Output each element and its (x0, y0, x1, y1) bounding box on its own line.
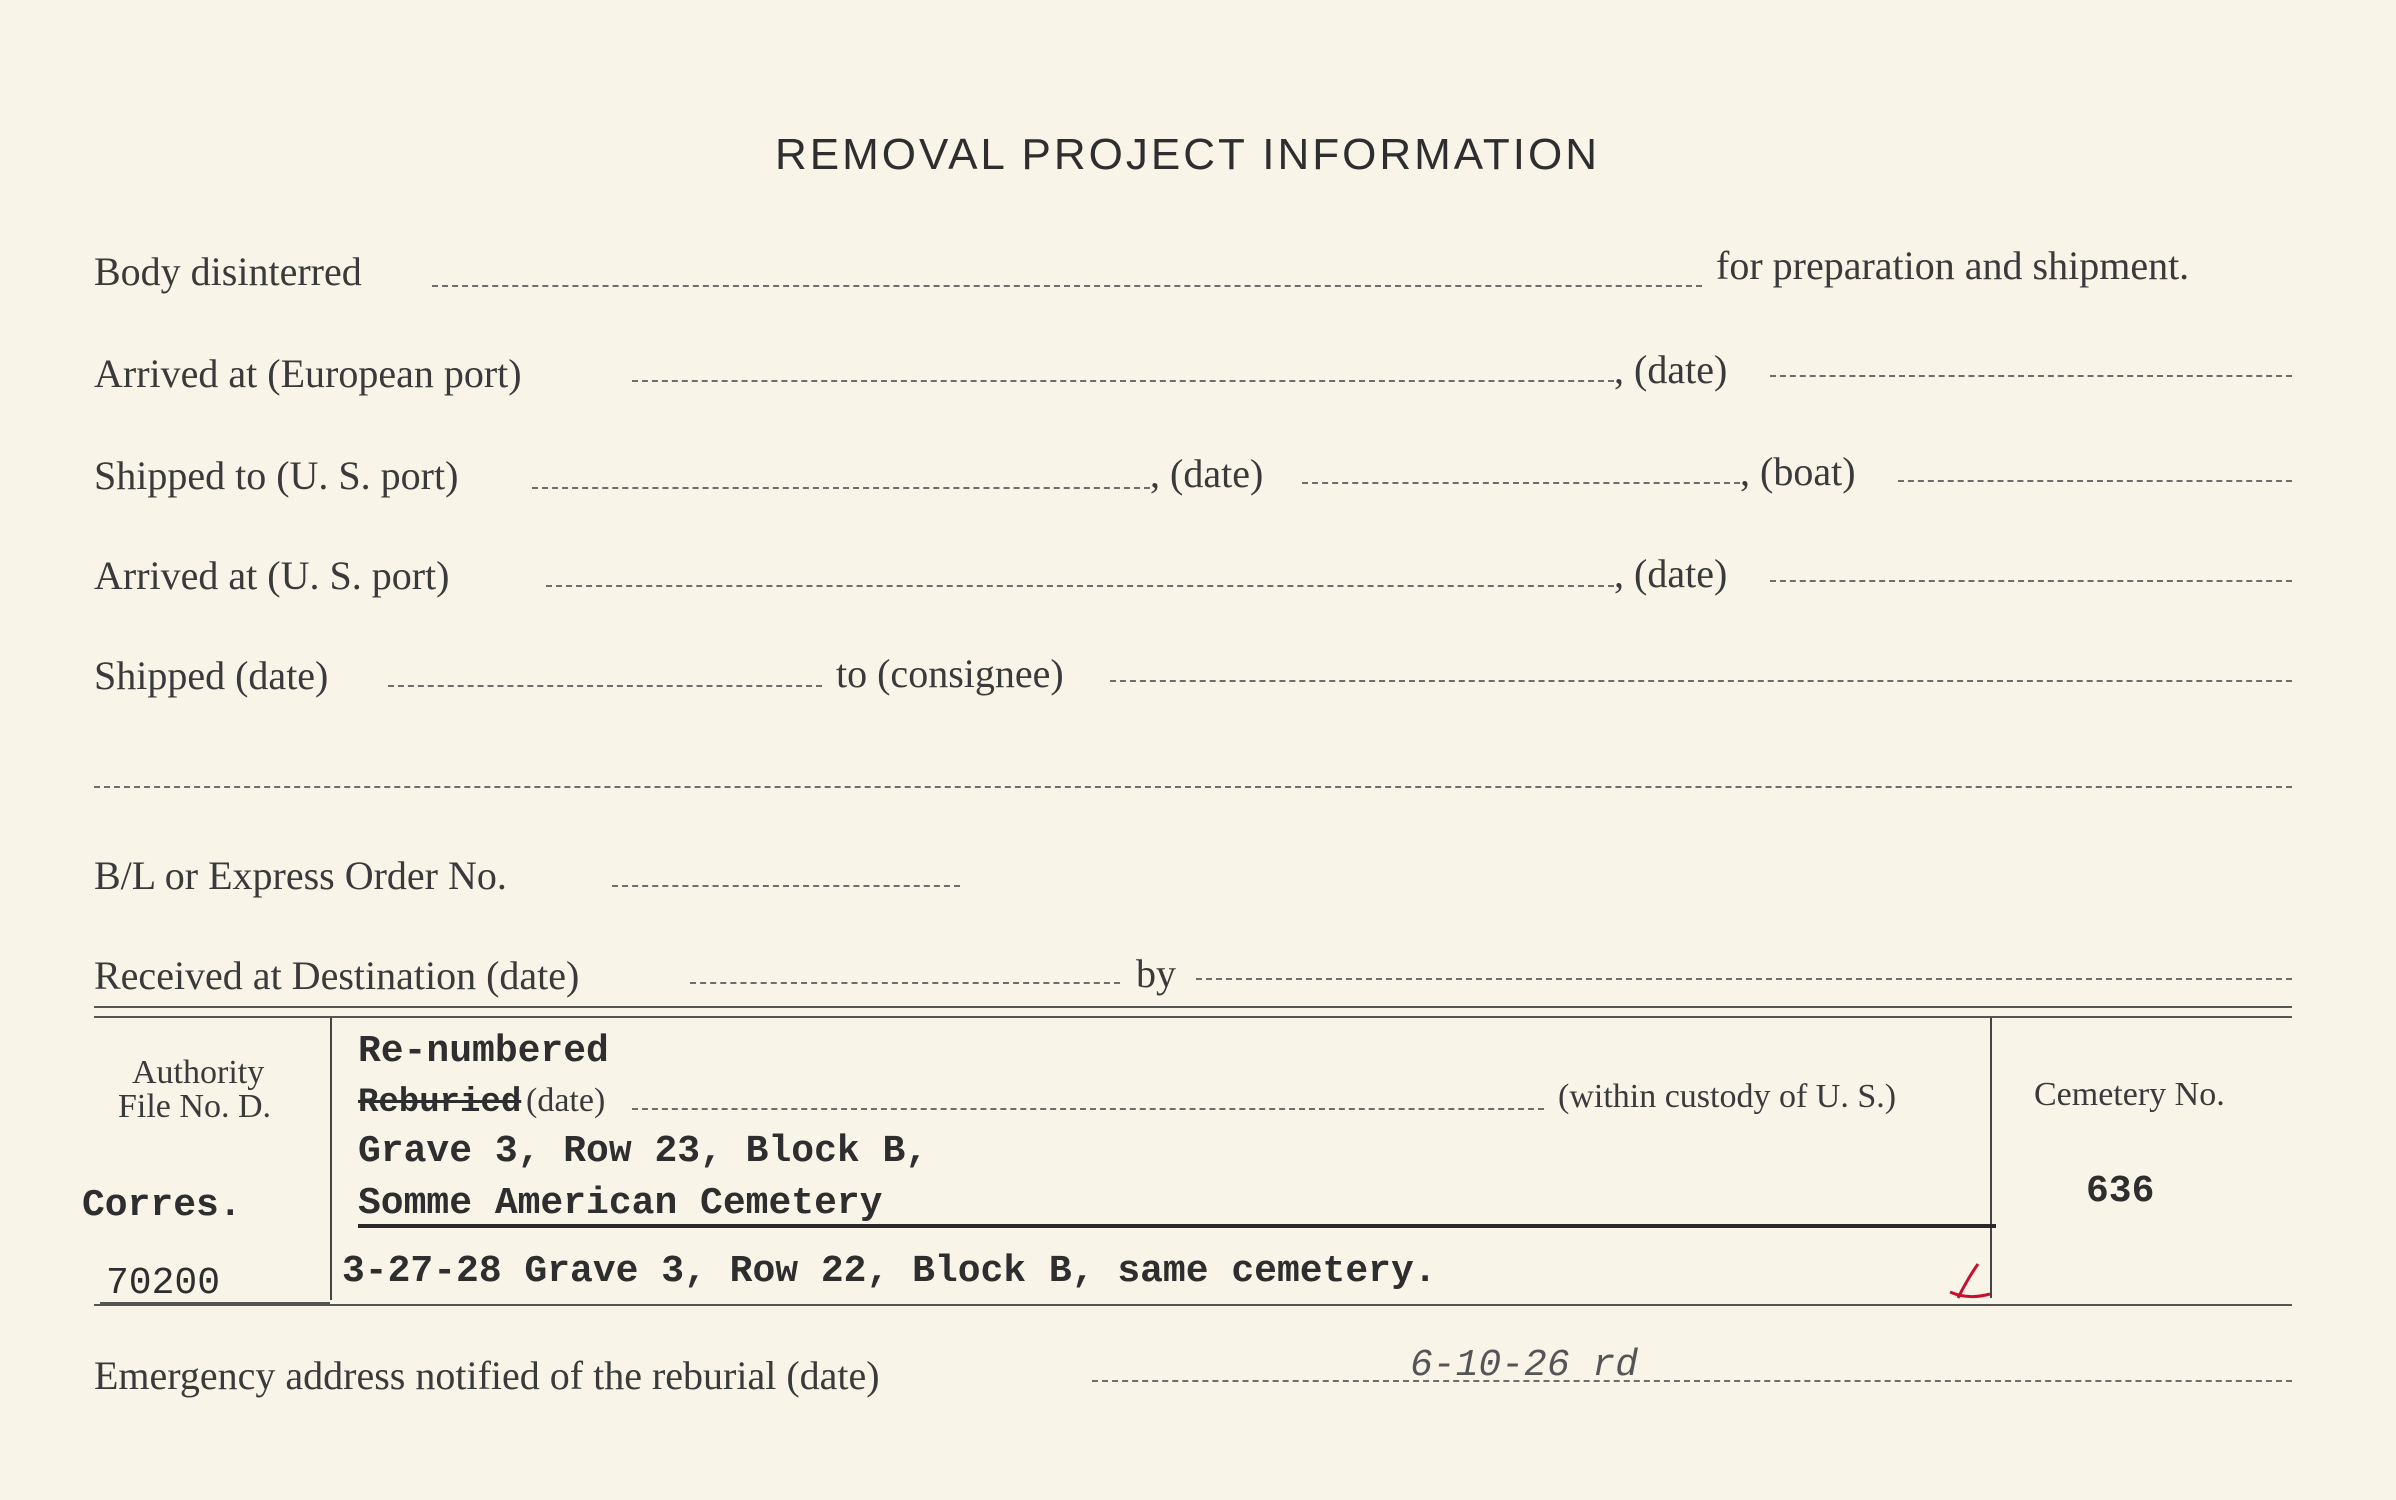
arrived-us-port-line (546, 585, 1614, 587)
double-rule-bottom (94, 1016, 2292, 1018)
box-separator (358, 1224, 1996, 1228)
box-right-divider (1990, 1018, 1992, 1298)
date-label-3: , (date) (1614, 551, 1728, 596)
arrived-us-port-label: Arrived at (U. S. port) (94, 553, 450, 598)
renumbered-text: Re-numbered (358, 1030, 609, 1073)
body-disinterred-label: Body disinterred (94, 249, 362, 294)
grave-line-2: Somme American Cemetery (358, 1182, 883, 1225)
shipped-date-label: Shipped (date) (94, 653, 329, 698)
authority-label: Authority (132, 1054, 265, 1091)
boat-label: , (boat) (1740, 449, 1856, 494)
emergency-date-value: 6-10-26 rd (1410, 1344, 1639, 1387)
boat-line (1898, 480, 2292, 482)
box-date-line (632, 1108, 1544, 1110)
check-mark-icon (1940, 1258, 2000, 1308)
date-label-1: , (date) (1614, 347, 1728, 392)
double-rule-top (94, 1006, 2292, 1008)
date-label-box: (date) (526, 1082, 606, 1119)
cemetery-no-label: Cemetery No. (2034, 1076, 2225, 1113)
emergency-date-line (1092, 1380, 2292, 1382)
body-disinterred-line (432, 285, 1702, 287)
by-label: by (1136, 951, 1176, 996)
for-preparation-label: for preparation and shipment. (1716, 243, 2190, 288)
emergency-address-label: Emergency address notified of the reburial (date) (94, 1353, 880, 1398)
struck-reburied-text: Reburied (358, 1084, 522, 1122)
bl-express-order-label: B/L or Express Order No. (94, 853, 507, 898)
consignee-line (1110, 680, 2292, 682)
received-date-line (690, 982, 1120, 984)
date-line-1 (1770, 375, 2292, 377)
to-consignee-label: to (consignee) (836, 651, 1064, 696)
shipped-us-port-label: Shipped to (U. S. port) (94, 453, 459, 498)
date-line-2 (1302, 482, 1740, 484)
corres-label: Corres. (82, 1184, 242, 1227)
by-line (1196, 978, 2292, 980)
entry-line: 3-27-28 Grave 3, Row 22, Block B, same cemetery. (342, 1250, 1437, 1293)
arrived-european-port-label: Arrived at (European port) (94, 351, 522, 396)
date-line-3 (1770, 580, 2292, 582)
european-port-line (632, 380, 1614, 382)
file-number: 70200 (106, 1262, 221, 1305)
custody-label: (within custody of U. S.) (1558, 1078, 1897, 1115)
blank-line (94, 786, 2292, 788)
bl-order-line (612, 885, 960, 887)
date-label-2: , (date) (1150, 451, 1264, 496)
received-destination-label: Received at Destination (date) (94, 953, 580, 998)
us-port-line (532, 487, 1150, 489)
grave-line-1: Grave 3, Row 23, Block B, (358, 1130, 929, 1173)
box-bottom-rule (94, 1304, 2292, 1306)
shipped-date-line (388, 685, 822, 687)
card-title: REMOVAL PROJECT INFORMATION (775, 130, 1600, 179)
cemetery-number: 636 (2086, 1170, 2155, 1213)
file-no-label: File No. D. (118, 1088, 271, 1125)
box-left-divider (330, 1018, 332, 1300)
